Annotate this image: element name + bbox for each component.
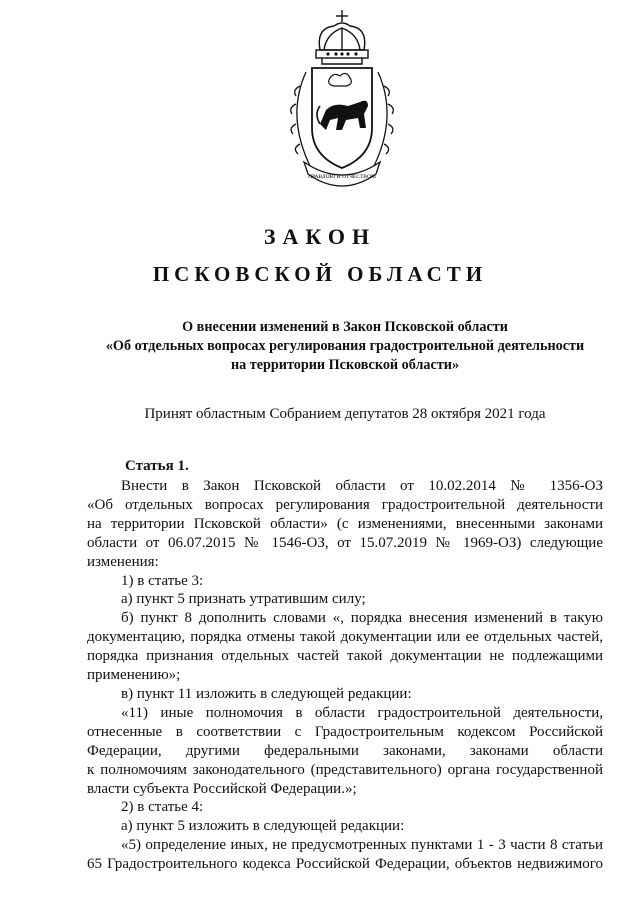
article-text-line: на территории Псковской области» (с изменениями, внесенными законами bbox=[87, 515, 603, 532]
article-body bbox=[87, 477, 603, 874]
article-heading: Статья 1. bbox=[125, 458, 189, 474]
article-text-line: «5) определение иных, не предусмотренных пунктами 1 - 3 части 8 статьи bbox=[121, 837, 603, 854]
law-title: ЗАКОН bbox=[263, 224, 377, 249]
article-text-line: 2) в статье 4: bbox=[121, 799, 204, 816]
article-text-line: в) пункт 11 изложить в следующей редакции: bbox=[121, 685, 412, 702]
article-text-line: Внести в Закон Псковской области от 10.02.2014 № 1356-ОЗ bbox=[121, 478, 603, 494]
article-text-line: 1) в статье 3: bbox=[121, 572, 204, 589]
article-text-line: документацию, порядка отмены такой документации или ее отдельных частей, bbox=[87, 629, 603, 646]
article-text-line: применению»; bbox=[87, 667, 181, 684]
subtitle-line: О внесении изменений в Закон Псковской области bbox=[182, 319, 508, 335]
article-text-line: б) пункт 8 дополнить словами «, порядка внесения изменений в такую bbox=[121, 610, 603, 627]
article-text-line: власти субъекта Российской Федерации.»; bbox=[87, 780, 357, 797]
coat-of-arms-icon bbox=[276, 6, 408, 188]
article-text-line: Федерации, другими федеральными законами, законами области bbox=[87, 742, 603, 759]
article-text-line: порядка признания отдельных частей такой документации не подлежащими bbox=[87, 648, 603, 665]
region-title: ПСКОВСКОЙ ОБЛАСТИ bbox=[152, 262, 488, 286]
article-text-line: 65 Градостроительного кодекса Российской Федерации, объектов недвижимого bbox=[87, 856, 603, 873]
article-text-line: а) пункт 5 признать утратившим силу; bbox=[121, 591, 366, 608]
article-text-line: к полномочиям законодательного (представительного) органа государственной bbox=[87, 761, 603, 778]
subtitle-line: «Об отдельных вопросах регулирования градостроительной деятельности bbox=[105, 338, 585, 354]
article-text-line: отнесенные в соответствии с Градостроительным кодексом Российской bbox=[87, 723, 603, 740]
article-text-line: «Об отдельных вопросах регулирования градостроительной деятельности bbox=[87, 496, 603, 513]
law-subtitle bbox=[80, 318, 610, 375]
subtitle-line: на территории Псковской области» bbox=[230, 357, 460, 373]
article-text-line: области от 06.07.2015 № 1546-ОЗ, от 15.07.2019 № 1969-ОЗ) следующие bbox=[87, 534, 603, 551]
article-text-line: изменения: bbox=[87, 553, 159, 570]
emblem-motto: ПРАВДОЮ И ОТЧЕСТВОМ bbox=[308, 174, 376, 180]
article-text-line: а) пункт 5 изложить в следующей редакции: bbox=[121, 818, 405, 835]
adoption-statement: Принят областным Собранием депутатов 28 октября 2021 года bbox=[144, 406, 546, 422]
article-text-line: «11) иные полномочия в области градостроительной деятельности, bbox=[121, 704, 603, 721]
